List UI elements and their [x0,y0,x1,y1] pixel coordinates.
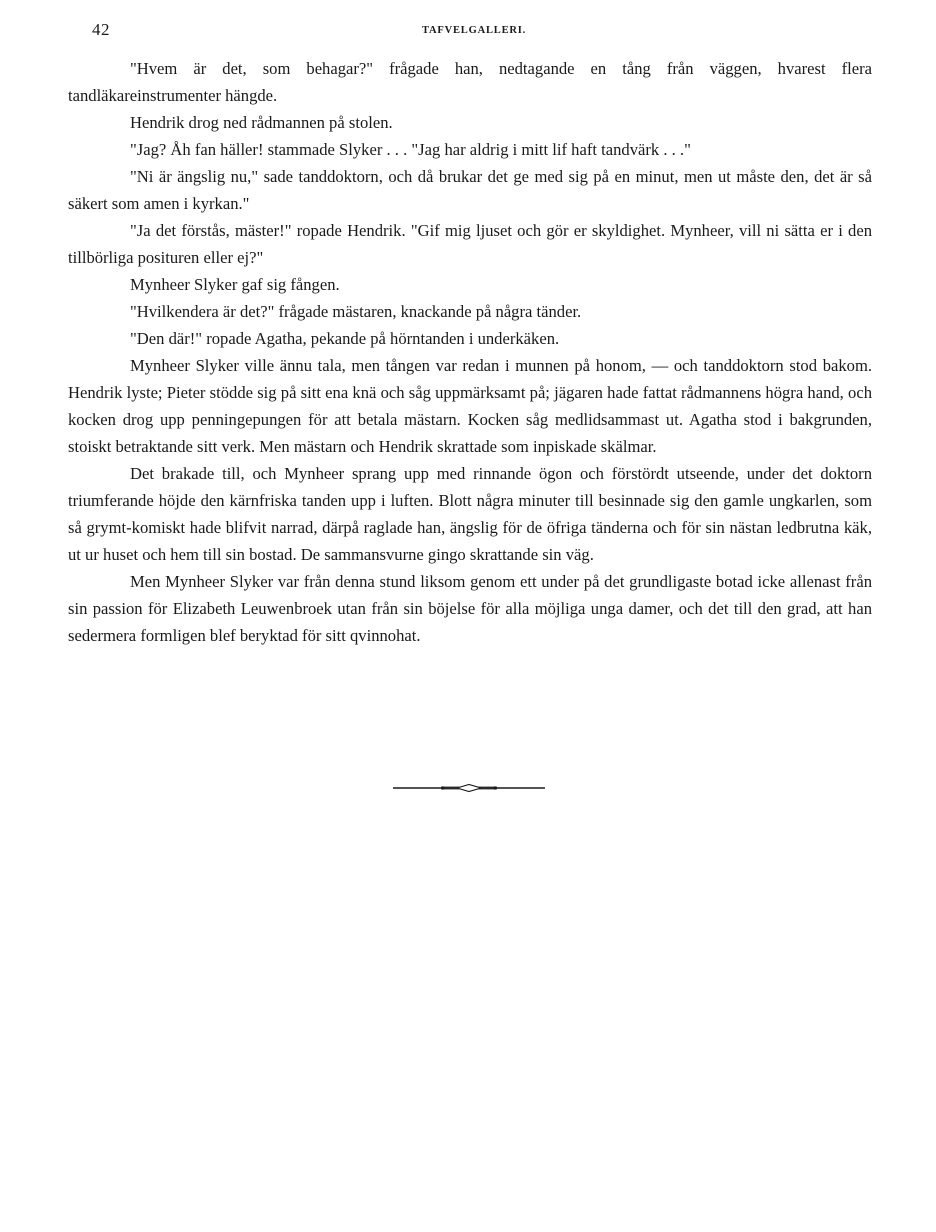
paragraph: "Den där!" ropade Agatha, pekande på hörntanden i underkäken. [130,329,560,348]
paragraph: Men Mynheer Slyker var från denna stund liksom genom ett under på det grundligaste botad icke allenast från sin passion för Elizabeth Leuwenbroek utan från sin böjelse för alla möjliga unga damer, och det till den grad, att han sedermera formligen blef beryktad för sitt qvinnohat. [68,572,872,645]
paragraph: Mynheer Slyker ville ännu tala, men tången var redan i munnen på honom, — och tanddoktorn stod bakom. Hendrik lyste; Pieter stödde sig på sitt ena knä och såg uppmärksamt på; jägaren hade fattat rådmannens högra hand, och kocken drog upp penningepungen för att betala mästarn. Kocken såg medlidsammast ut. Agatha stod i bakgrunden, stoiskt betraktande sitt verk. Men mästarn och Hendrik skrattade som inpiskade skälmar. [68,356,872,456]
paragraph: Det brakade till, och Mynheer sprang upp med rinnande ögon och förstördt utseende, under det doktorn triumferande höjde den kärnfriska tanden upp i luften. Blott några minuter till besinnade sig den gamle ungkarlen, som så grymt-komiskt hade blifvit narrad, därpå raglade han, ängslig för de öfriga tänderna och för sin nästan ledbrutna käk, ut ur huset och hem till sin bostad. De sammansvurne gingo skrattande sin väg. [68,464,872,564]
tailpiece-rule-icon [393,778,545,798]
paragraph: "Hvem är det, som behagar?" frågade han, nedtagande en tång från väggen, hvarest flera tandläkareinstrumenter hängde. [68,59,872,105]
running-title: TAFVELGALLERI. [422,25,527,36]
text-body [68,55,872,649]
paragraph: "Hvilkendera är det?" frågade mästaren, knackande på några tänder. [130,302,582,321]
page-header [92,20,872,44]
paragraph: Mynheer Slyker gaf sig fången. [130,275,340,294]
paragraph: "Ja det förstås, mäster!" ropade Hendrik. "Gif mig ljuset och gör er skyldighet. Mynheer, vill ni sätta er i den tillbörliga posituren eller ej?" [68,221,872,267]
page-number: 42 [92,20,110,39]
paragraph: "Ni är ängslig nu," sade tanddoktorn, och då brukar det ge med sig på en minut, men ut måste den, det är så säkert som amen i kyrkan." [68,167,872,213]
paragraph: "Jag? Åh fan häller! stammade Slyker . . . "Jag har aldrig i mitt lif haft tandvärk . . ." [130,140,691,159]
paragraph: Hendrik drog ned rådmannen på stolen. [130,113,393,132]
